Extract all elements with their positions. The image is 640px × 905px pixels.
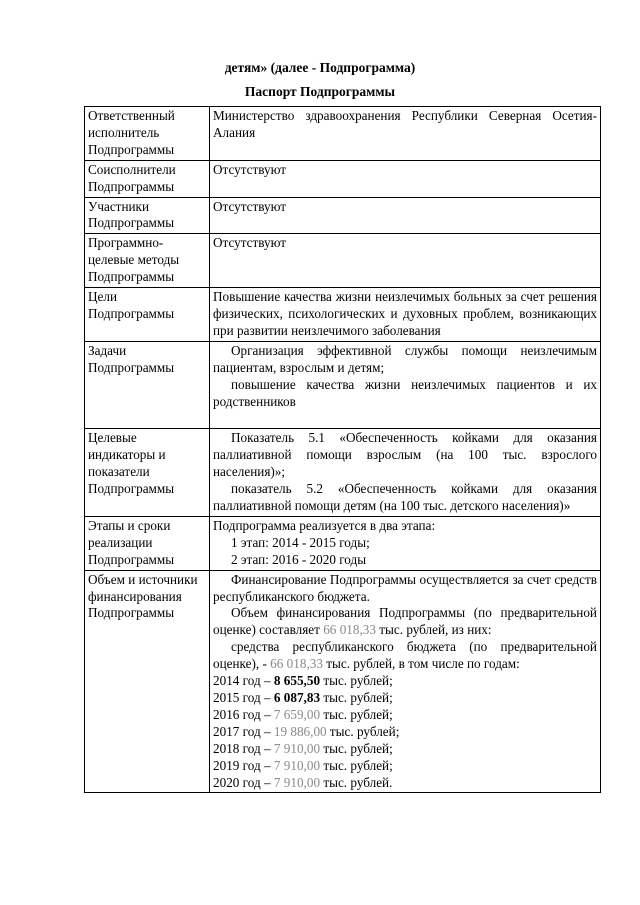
- row-label: Объем и источники финансирования Подпрограммы: [85, 570, 210, 793]
- row-value: Отсутствуют: [210, 197, 601, 234]
- row-label: Цели Подпрограммы: [85, 288, 210, 342]
- table-row: [85, 234, 601, 288]
- year-unit: тыс. рублей;: [320, 740, 393, 756]
- passport-title: Паспорт Подпрограммы: [244, 84, 396, 99]
- document-heading: детям» (далее - Подпрограмма): [224, 60, 416, 75]
- table-row: [85, 288, 601, 342]
- year-amount: 7 910,00: [273, 757, 321, 773]
- year-unit: тыс. рублей;: [320, 673, 393, 689]
- row-label: Программно-целевые методы Подпрограммы: [85, 234, 210, 288]
- row-label: Этапы и сроки реализации Подпрограммы: [85, 516, 210, 570]
- indicator-1: Показатель 5.1 «Обеспеченность койками для оказания паллиативной помощи взрослым (на 100 тыс. взрослого населения)»;: [213, 430, 597, 480]
- funding-budget-text: средства республиканского бюджета (по предварительной оценке), -: [213, 639, 597, 672]
- funding-budget-unit: тыс. рублей, в том числе по годам:: [322, 656, 520, 672]
- funding-budget-amount: 66 018,33: [270, 656, 323, 672]
- task-2: повышение качества жизни неизлечимых пациентов и их родственников: [213, 376, 597, 409]
- table-row: [85, 429, 601, 517]
- year-line: [213, 741, 597, 758]
- table-row: [85, 341, 601, 429]
- year-label: 2020 год –: [213, 774, 274, 790]
- row-label: Целевые индикаторы и показатели Подпрограммы: [85, 429, 210, 517]
- year-label: 2017 год –: [213, 723, 274, 739]
- year-amount: 8 655,50: [273, 673, 321, 689]
- year-label: 2015 год –: [213, 690, 274, 705]
- row-label: Участники Подпрограммы: [85, 197, 210, 234]
- row-label: Задачи Подпрограммы: [85, 341, 210, 429]
- year-unit: тыс. рублей;: [326, 723, 400, 739]
- stages-intro: Подпрограмма реализуется в два этапа:: [213, 517, 436, 533]
- year-line: [213, 707, 597, 724]
- funding-intro: Финансирование Подпрограммы осуществляется за счет средств республиканского бюджета.: [213, 571, 597, 604]
- table-row: [85, 107, 601, 161]
- row-value: [210, 570, 601, 793]
- task-1: Организация эффективной службы помощи неизлечимым пациентам, взрослым и детям;: [213, 342, 597, 375]
- table-row: [85, 516, 601, 570]
- year-amount: 7 910,00: [273, 740, 321, 756]
- row-label: Соисполнители Подпрограммы: [85, 160, 210, 197]
- year-line: [213, 690, 597, 707]
- passport-table: [84, 106, 601, 793]
- year-unit: тыс. рублей.: [320, 774, 393, 790]
- funding-budget: [213, 639, 597, 673]
- year-amount: 7 910,00: [273, 774, 321, 790]
- row-value: Министерство здравоохранения Республики Северная Осетия-Алания: [210, 107, 601, 161]
- stage-2: 2 этап: 2016 - 2020 годы: [231, 551, 367, 567]
- indicator-2: показатель 5.2 «Обеспеченность койками для оказания паллиативной помощи детям (на 100 тыс. детского населения)»: [213, 481, 597, 514]
- table-row: [85, 197, 601, 234]
- year-amount: 6 087,83: [273, 690, 321, 705]
- row-value: [210, 429, 601, 517]
- year-label: 2018 год –: [213, 740, 274, 756]
- row-value: Отсутствуют: [210, 160, 601, 197]
- row-value: [210, 516, 601, 570]
- funding-total-text: Объем финансирования Подпрограммы (по предварительной оценке) составляет: [213, 605, 597, 638]
- table-row: [85, 570, 601, 793]
- year-amount: 19 886,00: [273, 723, 327, 739]
- row-value: [210, 341, 601, 429]
- year-label: 2014 год –: [213, 673, 274, 689]
- year-line: [213, 758, 597, 775]
- year-label: 2019 год –: [213, 757, 274, 773]
- year-unit: тыс. рублей;: [320, 706, 393, 722]
- funding-total: [213, 605, 597, 639]
- year-line: [213, 673, 597, 690]
- row-value: Отсутствуют: [210, 234, 601, 288]
- year-label: 2016 год –: [213, 706, 274, 722]
- year-unit: тыс. рублей;: [320, 690, 393, 705]
- year-line: [213, 775, 597, 792]
- year-line: [213, 724, 597, 741]
- year-unit: тыс. рублей;: [320, 757, 393, 773]
- funding-total-unit: тыс. рублей, из них:: [375, 622, 492, 638]
- funding-total-amount: 66 018,33: [323, 622, 376, 638]
- stage-1: 1 этап: 2014 - 2015 годы;: [231, 534, 370, 550]
- row-value: Повышение качества жизни неизлечимых больных за счет решения физических, психологических и духовных проблем, возникающих при развитии неизлечимого заболевания: [210, 288, 601, 342]
- table-row: [85, 160, 601, 197]
- row-label: Ответственный исполнитель Подпрограммы: [85, 107, 210, 161]
- year-amount: 7 659,00: [273, 706, 321, 722]
